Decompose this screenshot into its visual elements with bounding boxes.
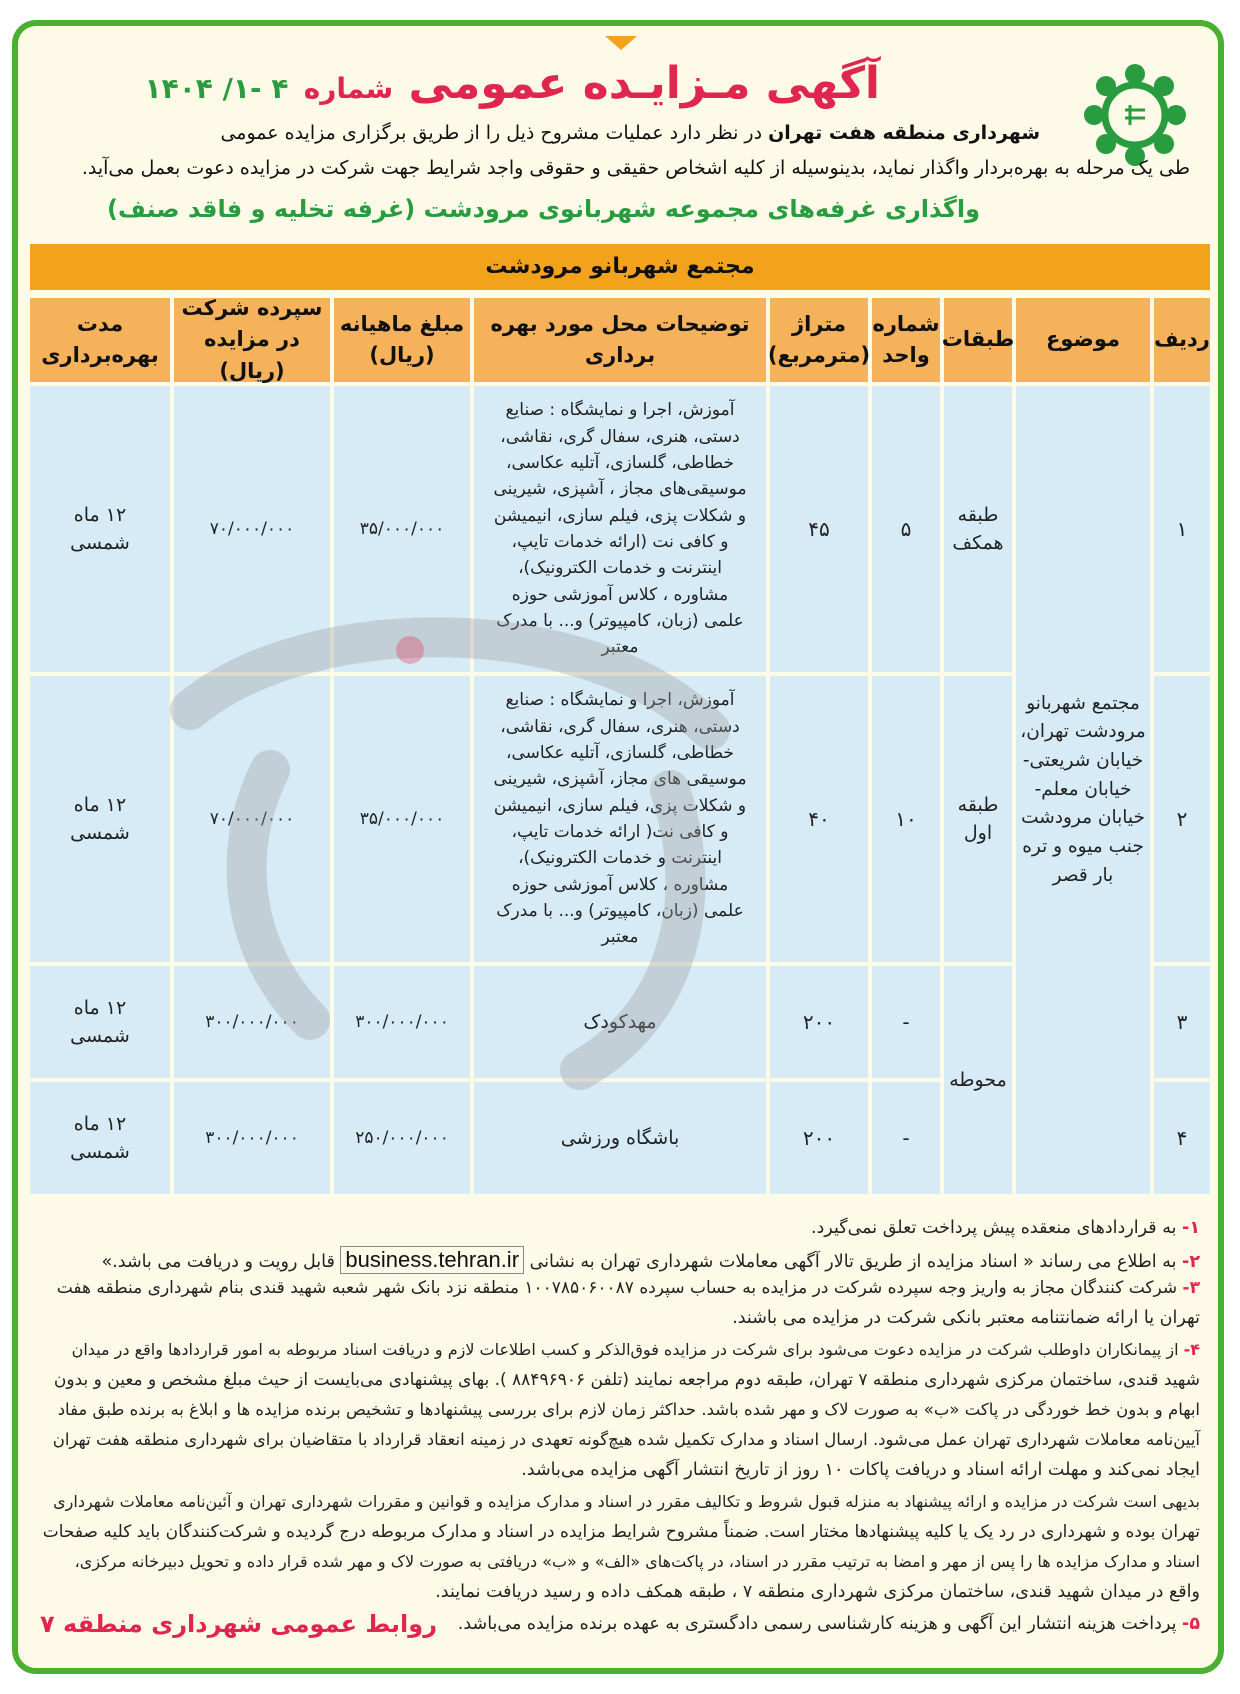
- note-4-number: ۴-: [1183, 1340, 1200, 1359]
- area-cell: ۲۰۰: [770, 1082, 868, 1194]
- description-cell: آموزش، اجرا و نمایشگاه : صنایع دستی، هنری، سفال گری، نقاشی، خطاطی، گلسازی، آتلیه عکاسی، موسیقی‌های مجاز ، آشپزی، شیرینی و شکلات پزی، فیلم سازی، انیمیشن و کافی نت (ارائه خدمات تایپ، اینترنت و خدمات الکترونیک)، مشاوره ، کلاس آموزشی حوزه علمی (زبان، کامپیوتر) و... با مدرک معتبر: [474, 386, 766, 672]
- paragraph-line-2: تهران بوده و شهرداری در رد یک یا کلیه پیشنهادها مختار است. ضمناً مشروح شرایط مزایده در اسناد و مدارک مربوطه درج گردیده و شرکت‌کنندگان باید کلیه صفحات: [42, 1522, 1200, 1542]
- intro-municipality: شهرداری منطقه هفت تهران: [768, 122, 1040, 144]
- note-4-line-c: ابهام و بدون خط خوردگی در پاکت «ب» به صورت لاک و مهر شده باشد. حداکثر زمان لازم برای بررسی پیشنهادها و تشخیص برنده مزایده ها و ابلاغ به برنده طبق مفاد: [57, 1400, 1200, 1419]
- note-2: [101, 1246, 1200, 1274]
- unit-cell: ۵: [872, 386, 940, 672]
- duration-cell: ۱۲ ماه شمسی: [30, 1082, 170, 1194]
- unit-cell: -: [872, 966, 940, 1078]
- monthly-cell: ۳۰۰/۰۰۰/۰۰۰: [334, 966, 470, 1078]
- note-1: [811, 1218, 1200, 1238]
- note-2-text-a: به اطلاع می رساند « اسناد مزایده از طریق تالار آگهی معاملات شهرداری تهران به نشانی: [524, 1252, 1183, 1272]
- col-header-area: متراژ (مترمربع): [770, 298, 868, 382]
- floor-yard-cell: محوطه: [944, 966, 1012, 1194]
- floor-cell: طبقه همکف: [944, 386, 1012, 672]
- unit-cell: ۱۰: [872, 676, 940, 962]
- duration-cell: ۱۲ ماه شمسی: [30, 386, 170, 672]
- paragraph-line-3: اسناد و مدارک مزایده ها را پس از مهر و امضا به ترتیب مقرر در اسناد، در پاکت‌های «الف» و «ب» دریافتی به صورت لاک و مهر شده قرار داده و تحویل دبیرخانه مرکزی،: [74, 1552, 1200, 1571]
- subject-cell: مجتمع شهربانو مرودشت تهران، خیابان شریعتی- خیابان معلم- خیابان مرودشت جنب میوه و تره بار قصر: [1016, 386, 1150, 1194]
- duration-cell: ۱۲ ماه شمسی: [30, 676, 170, 962]
- business-tehran-link[interactable]: business.tehran.ir: [340, 1246, 524, 1274]
- duration-cell: ۱۲ ماه شمسی: [30, 966, 170, 1078]
- note-3: [57, 1278, 1200, 1298]
- tehran-municipality-logo-icon: [1080, 60, 1190, 170]
- page-title: [144, 58, 880, 109]
- note-1-text: به قراردادهای منعقده پیش پرداخت تعلق نمی‌گیرد.: [810, 1218, 1183, 1238]
- note-4: [72, 1340, 1200, 1359]
- area-cell: ۴۵: [770, 386, 868, 672]
- table-row: [30, 966, 1210, 1078]
- note-1-number: ۱-: [1182, 1218, 1200, 1238]
- intro-line-2: طی یک مرحله به بهره‌بردار واگذار نماید، بدینوسیله از کلیه اشخاص حقیقی و حقوقی واجد شرایط جهت شرکت در مزایده دعوت بعمل می‌آید.: [81, 157, 1190, 179]
- row-number: ۱: [1154, 386, 1210, 672]
- deposit-cell: ۳۰۰/۰۰۰/۰۰۰: [174, 966, 330, 1078]
- paragraph-line-1: بدیهی است شرکت در مزایده و ارائه پیشنهاد به منزله قبول شروط و تکالیف مقرر در اسناد و مدارک مزایده و قوانین و مقررات شهرداری تهران و آئین‌نامه معاملات شهرداری: [53, 1492, 1200, 1511]
- note-2-text-b: قابل رویت و دریافت می باشد.»: [101, 1252, 341, 1272]
- col-header-deposit: سپرده شرکت در مزایده (ریال): [174, 298, 330, 382]
- note-4-line-e: ایجاد نمی‌کند و مهلت ارائه اسناد و دریافت پاکات ۱۰ روز از تاریخ انتشار آگهی مزایده می‌باشد.: [521, 1460, 1200, 1480]
- title-main: آگهی مـزایـده عمومی: [408, 58, 880, 109]
- floor-cell: طبقه اول: [944, 676, 1012, 962]
- note-3-number: ۳-: [1182, 1278, 1200, 1298]
- col-header-description: توضیحات محل مورد بهره برداری: [474, 298, 766, 382]
- note-3-text-a: شرکت کنندگان مجاز به واریز وجه سپرده شرکت در مزایده به حساب سپرده ۱۰۰۷۸۵۰۶۰۰۸۷ منطقه نزد بانک شهر شعبه شهید قندی بنام شهرداری منطقه هفت: [56, 1278, 1183, 1298]
- monthly-cell: ۳۵/۰۰۰/۰۰۰: [334, 676, 470, 962]
- table-header-row: [30, 295, 1210, 383]
- col-header-unit: شماره واحد: [872, 298, 940, 382]
- header: [30, 40, 1210, 240]
- auction-table: [30, 244, 1210, 1194]
- row-number: ۲: [1154, 676, 1210, 962]
- note-4-line-b: شهید قندی، ساختمان مرکزی شهرداری منطقه ۷ تهران، طبقه دوم مراجعه نمایند (تلفن ۸۸۴۹۶۹۰۶ ). بهای پیشنهادی می‌بایست از حیث مبلغ مشخص و معین و بدون: [53, 1370, 1200, 1390]
- col-header-monthly: مبلغ ماهیانه (ریال): [334, 298, 470, 382]
- note-4-line-d: آیین‌نامه معاملات شهرداری تهران عمل می‌شود. ارسال اسناد و مدارک تکمیل شده هیچ‌گونه تعهدی در زمینه انعقاد قرارداد با متقاضیان برای شهرداری منطقه هفت تهران: [52, 1430, 1200, 1449]
- note-5-number: ۵-: [1182, 1614, 1200, 1634]
- col-header-floor: طبقات: [944, 298, 1012, 382]
- note-3-cont: تهران یا ارائه ضمانتنامه معتبر بانکی شرکت در مزایده می باشند.: [732, 1308, 1200, 1328]
- deposit-cell: ۳۰۰/۰۰۰/۰۰۰: [174, 1082, 330, 1194]
- title-number: ۴ -۱/ ۱۴۰۴: [144, 72, 289, 105]
- table-row: [30, 1082, 1210, 1194]
- row-number: ۳: [1154, 966, 1210, 1078]
- area-cell: ۲۰۰: [770, 966, 868, 1078]
- note-5: [458, 1614, 1200, 1634]
- public-relations-signature: روابط عمومی شهرداری منطقه ۷: [40, 1610, 438, 1638]
- description-cell: باشگاه ورزشی: [474, 1082, 766, 1194]
- row-number: ۴: [1154, 1082, 1210, 1194]
- table-row: [30, 676, 1210, 962]
- col-header-duration: مدت بهره‌برداری: [30, 298, 170, 382]
- deposit-cell: ۷۰/۰۰۰/۰۰۰: [174, 386, 330, 672]
- deposit-cell: ۷۰/۰۰۰/۰۰۰: [174, 676, 330, 962]
- subtitle: واگذاری غرفه‌های مجموعه شهربانوی مرودشت (غرفه تخلیه و فاقد صنف): [107, 195, 980, 223]
- note-2-number: ۲-: [1182, 1252, 1200, 1272]
- table-row: [30, 386, 1210, 672]
- monthly-cell: ۳۵/۰۰۰/۰۰۰: [334, 386, 470, 672]
- table-title: مجتمع شهربانو مرودشت: [30, 244, 1210, 290]
- intro-line-1-text: در نظر دارد عملیات مشروح ذیل را از طریق برگزاری مزایده عمومی: [220, 122, 769, 144]
- intro-line-1: [220, 122, 1040, 144]
- unit-cell: -: [872, 1082, 940, 1194]
- col-header-subject: موضوع: [1016, 298, 1150, 382]
- area-cell: ۴۰: [770, 676, 868, 962]
- note-5-text: پرداخت هزینه انتشار این آگهی و هزینه کارشناسی رسمی دادگستری به عهده برنده مزایده می‌باشد.: [457, 1614, 1183, 1634]
- col-header-row-number: ردیف: [1154, 298, 1210, 382]
- description-cell: آموزش، اجرا و نمایشگاه : صنایع دستی، هنری، سفال گری، نقاشی، خطاطی، گلسازی، آتلیه عکاسی، موسیقی های مجاز، آشپزی، شیرینی و شکلات پزی، فیلم سازی، انیمیشن و کافی نت( ارائه خدمات تایپ، اینترنت و خدمات الکترونیک)، مشاوره ، کلاس آموزشی حوزه علمی (زبان، کامپیوتر) و... با مدرک معتبر: [474, 676, 766, 962]
- note-4-text-a: از پیمانکاران داوطلب شرکت در مزایده دعوت می‌شود برای شرکت در مزایده فوق‌الذکر و کسب اطلاعات لازم و دریافت اسناد مربوطه به امور قراردادها واقع در میدان: [71, 1340, 1184, 1359]
- paragraph-line-4: واقع در میدان شهید قندی، ساختمان مرکزی شهرداری منطقه ۷ ، طبقه همکف داده و رسید دریافت نمایند.: [435, 1582, 1200, 1602]
- title-number-label: شماره: [303, 72, 394, 105]
- monthly-cell: ۲۵۰/۰۰۰/۰۰۰: [334, 1082, 470, 1194]
- description-cell: مهدکودک: [474, 966, 766, 1078]
